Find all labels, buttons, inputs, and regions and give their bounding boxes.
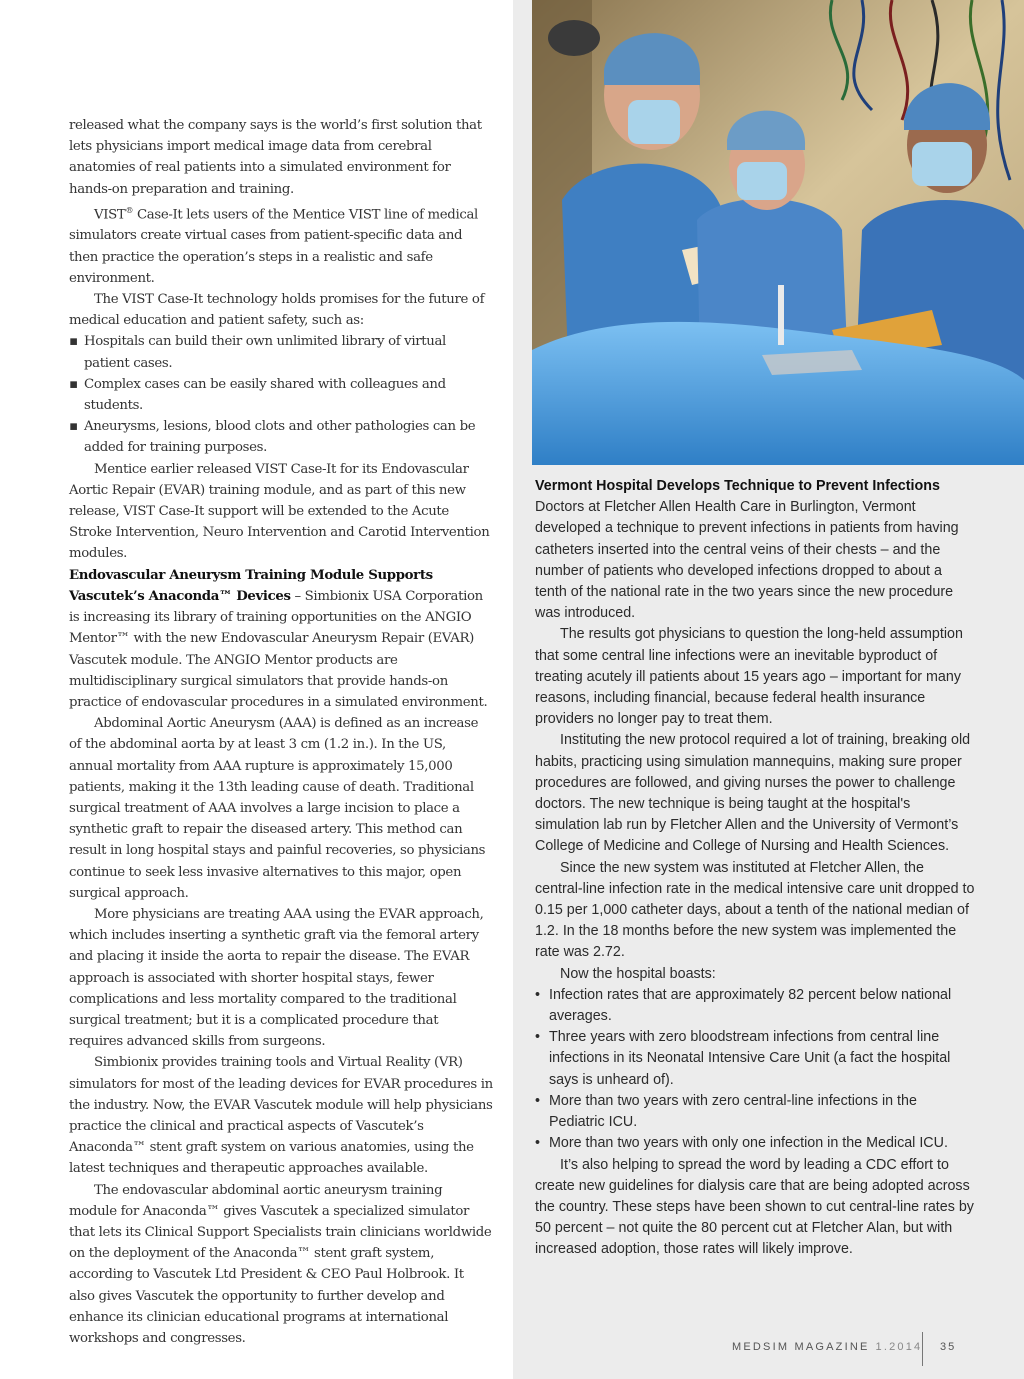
ceiling-camera — [548, 20, 600, 56]
list-item: • Three years with zero bloodstream infections from central line infections in its Neonatal Intensive Care Unit (a fact the hospital says is unheard of). — [535, 1027, 975, 1091]
operating-room-illustration — [532, 0, 1024, 465]
footer-divider — [922, 1332, 923, 1366]
list-item: ▪ Hospitals can build their own unlimited library of virtual patient cases. — [69, 331, 493, 373]
paragraph: Abdominal Aortic Aneurysm (AAA) is defined as an increase of the abdominal aorta by at least 3 cm (1.2 in.). In the US, annual mortality from AAA rupture is approximately 15,000 patients, making it the 13th leading cause of death. Traditional surgical treatment of AAA involves a large incision to place a synthetic graft to repair the diseased artery. This method can result in long hospital stays and painful recoveries, so physicians continue to seek less invasive alternatives to this major, open surgical approach. — [69, 716, 486, 901]
footer-magazine — [732, 1341, 922, 1353]
paragraph: Endovascular Aneurysm Training Module Supports Vascutek’s Anaconda™ Devices – Simbionix USA Corporation is increasing its library of training opportunities on the ANGIO Mentor™ with the new Endovascular Aneurysm Repair (EVAR) Vascutek module. The ANGIO Mentor products are multidisciplinary surgical simulators that provide hands-on practice of endovascular procedures in a simulated environment. — [69, 567, 488, 710]
square-bullet-icon: ▪ — [69, 376, 78, 392]
page-number: 35 — [940, 1341, 957, 1353]
list-item: ▪ Complex cases can be easily shared with colleagues and students. — [69, 374, 493, 416]
paragraph: Simbionix provides training tools and Virtual Reality (VR) simulators for most of the leading devices for EVAR procedures in the industry. Now, the EVAR Vascutek module will help physicians practice the clinical and practical aspects of Vascutek’s Anaconda™ stent graft system on various anatomies, using the latest techniques and therapeutic approaches available. — [69, 1055, 493, 1177]
bullet-icon: • — [535, 986, 541, 1003]
paragraph: The VIST Case-It technology holds promises for the future of medical education and patient safety, such as: — [69, 292, 485, 329]
left-article-column — [69, 115, 493, 1349]
paragraph: It’s also helping to spread the word by leading a CDC effort to create new guidelines for dialysis care that are being adopted across the country. These steps have been shown to cut central-line rates by 50 percent – not quite the 80 percent cut at Fletcher Alan, but with increased adoption, those rates will likely improve. — [535, 1156, 974, 1258]
paragraph: More physicians are treating AAA using the EVAR approach, which includes inserting a synthetic graft via the femoral artery and placing it inside the aorta to repair the disease. The EVAR approach is associated with shorter hospital stays, fewer complications and less mortality compared to the traditional surgical treatment; but it is a complicated procedure that requires advanced skills from surgeons. — [69, 906, 484, 1050]
paragraph: The results got physicians to question the long-held assumption that some central line infections were an inevitable byproduct of treating acutely ill patients about 15 years ago – important for many reasons, including financial, because federal health insurance providers no longer pay to treat them. — [535, 626, 963, 728]
magazine-name: MEDSIM MAGAZINE — [732, 1341, 870, 1353]
list-item: • Infection rates that are approximately 82 percent below national averages. — [535, 985, 975, 1027]
paragraph: released what the company says is the world’s first solution that lets physicians import medical image data from cerebral anatomies of real patients into a simulated environment for hands-on preparation and training. — [69, 118, 482, 197]
issue-number: 1.2014 — [875, 1341, 923, 1353]
list-item: ▪ Aneurysms, lesions, blood clots and other pathologies can be added for training purposes. — [69, 416, 493, 458]
section-subhead: Endovascular Aneurysm Training Module Supports Vascutek’s Anaconda™ Devices — [69, 567, 433, 604]
bullet-icon: • — [535, 1029, 541, 1046]
bullet-icon: • — [535, 1092, 541, 1109]
paragraph: Now the hospital boasts: — [560, 965, 716, 982]
list-item: • More than two years with zero central-line infections in the Pediatric ICU. — [535, 1091, 975, 1133]
bullet-icon: • — [535, 1135, 541, 1152]
article-headline: Vermont Hospital Develops Technique to Prevent Infections — [535, 478, 940, 494]
square-bullet-icon: ▪ — [69, 334, 78, 350]
square-bullet-icon: ▪ — [69, 419, 78, 435]
list-item: • More than two years with only one infection in the Medical ICU. — [535, 1133, 975, 1154]
paragraph: VIST® Case-It lets users of the Mentice VIST line of medical simulators create virtual cases from patient-specific data and then practice the operation’s steps in a realistic and safe environment. — [69, 205, 478, 286]
paragraph: Mentice earlier released VIST Case-It for its Endovascular Aortic Repair (EVAR) training module, and as part of this new release, VIST Case-It support will be extended to the Acute Stroke Intervention, Neuro Intervention and Carotid Intervention modules. — [69, 461, 490, 562]
paragraph: The endovascular abdominal aortic aneurysm training module for Anaconda™ gives Vascutek a specialized simulator that lets its Clinical Support Specialists train clinicians worldwide on the deployment of the Anaconda™ stent graft system, according to Vascutek Ltd President & CEO Paul Holbrook. It also gives Vascutek the opportunity to further develop and enhance its clinician educational programs at international workshops and congresses. — [69, 1182, 492, 1346]
right-article-column — [535, 476, 975, 1261]
surgery-photo — [532, 0, 1024, 465]
paragraph: Doctors at Fletcher Allen Health Care in Burlington, Vermont developed a technique to prevent infections in patients from having catheters inserted into the central veins of their chests – and the number of patients who developed infections dropped to about a tenth of the national rate in the two years since the new procedure was introduced. — [535, 499, 959, 622]
registered-mark: ® — [125, 205, 134, 215]
paragraph: Instituting the new protocol required a lot of training, breaking old habits, practicing using simulation mannequins, making sure proper procedures are followed, and giving nurses the power to challenge doctors. The new technique is being taught at the hospital's simulation lab run by Fletcher Allen and the University of Vermont’s College of Medicine and College of Nursing and Health Sciences. — [535, 732, 971, 855]
syringe — [778, 285, 784, 345]
paragraph: Since the new system was instituted at Fletcher Allen, the central-line infection rate in the medical intensive care unit dropped to 0.15 per 1,000 catheter days, about a tenth of the national median of 1.2. In the 18 months before the new system was implemented the rate was 2.72. — [535, 859, 975, 961]
